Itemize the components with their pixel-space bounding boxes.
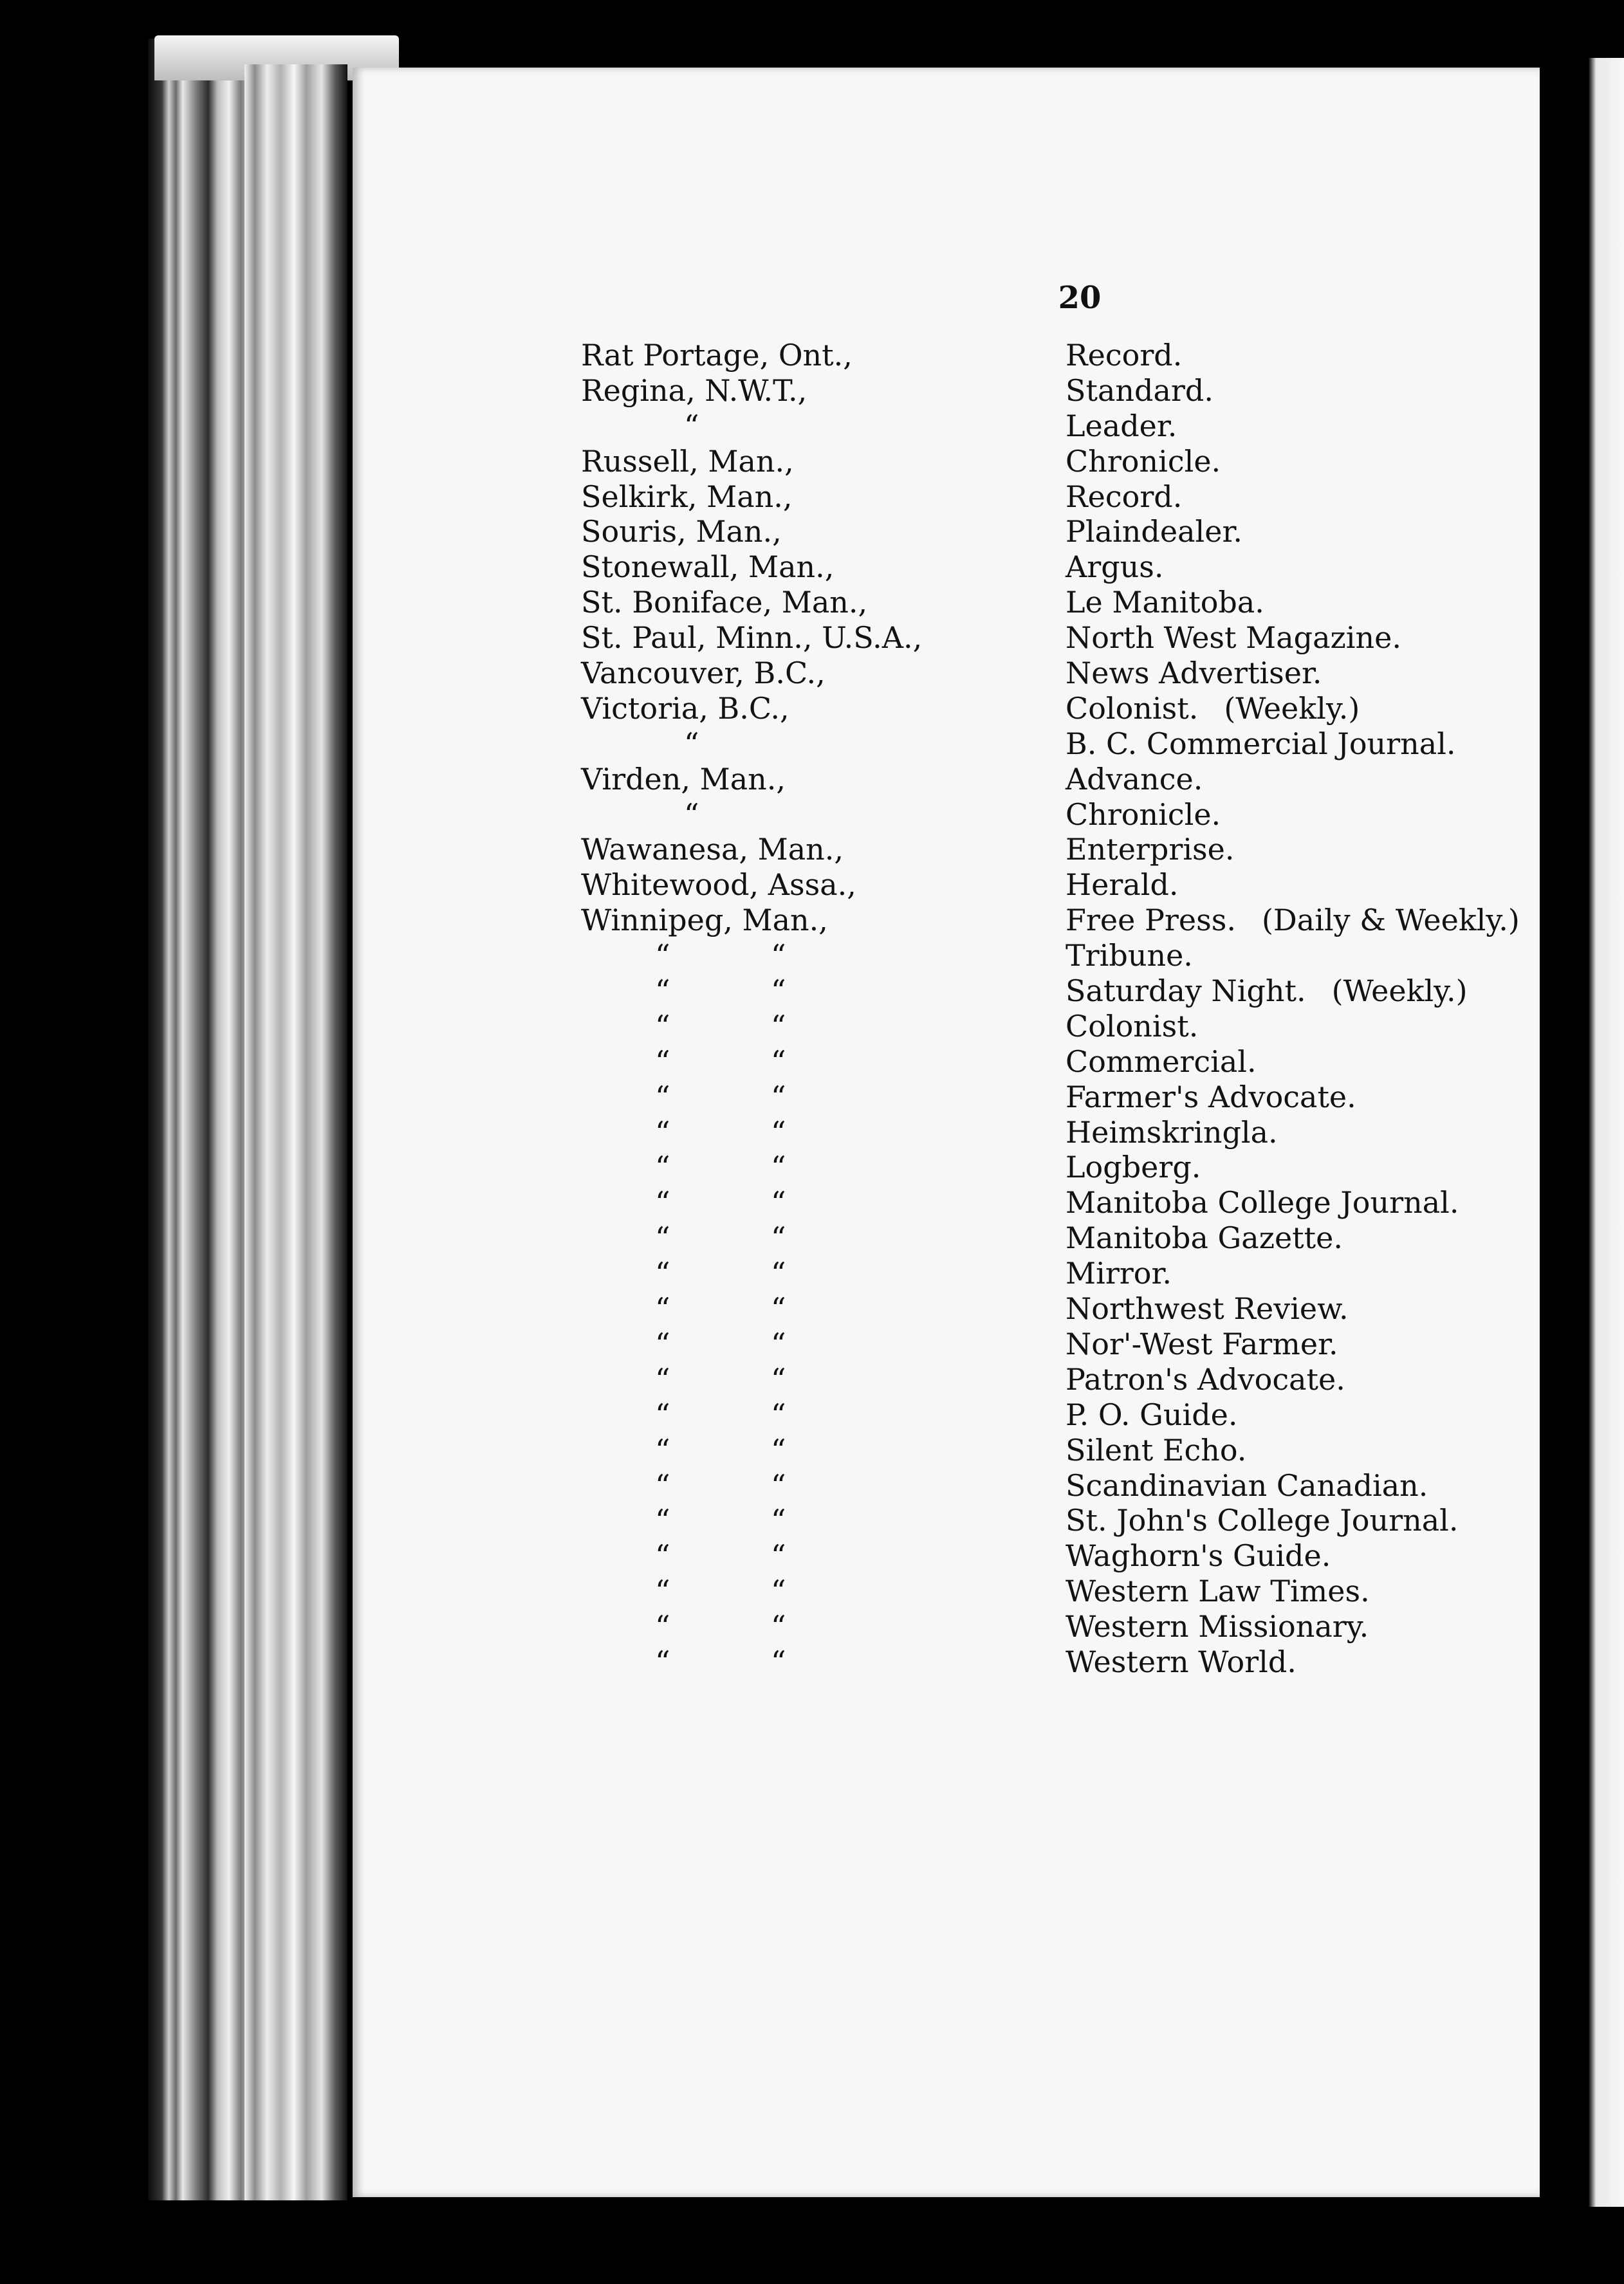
newspaper-title-text: Record. — [1066, 479, 1183, 514]
listing-row — [353, 620, 1540, 656]
newspaper-title — [1066, 1609, 1369, 1644]
listing-row — [353, 1256, 1540, 1291]
place-name: “ “ — [655, 938, 786, 973]
newspaper-title-text: B. C. Commercial Journal. — [1066, 726, 1456, 761]
newspaper-title — [1066, 444, 1221, 479]
newspaper-title-text: Standard. — [1066, 373, 1213, 408]
listing-row — [353, 1397, 1540, 1433]
newspaper-title-text: P. O. Guide. — [1066, 1397, 1238, 1432]
newspaper-title-text: Manitoba College Journal. — [1066, 1185, 1459, 1220]
listing-row — [353, 1644, 1540, 1680]
newspaper-title — [1066, 762, 1203, 797]
newspaper-listing — [353, 338, 1540, 1680]
listing-row — [353, 903, 1540, 938]
place-name: “ — [684, 408, 699, 443]
newspaper-title-text: Scandinavian Canadian. — [1066, 1468, 1428, 1503]
place-name: Rat Portage, Ont., — [581, 338, 853, 373]
place-name: Whitewood, Assa., — [581, 867, 856, 903]
place-name: “ “ — [655, 1432, 786, 1468]
place-name: Russell, Man., — [581, 443, 794, 479]
listing-row — [353, 1503, 1540, 1538]
listing-row — [353, 1327, 1540, 1362]
place-name: “ “ — [655, 1256, 786, 1291]
newspaper-title — [1066, 1503, 1458, 1538]
place-name: “ — [684, 726, 699, 761]
newspaper-title — [1066, 1327, 1338, 1362]
listing-row — [353, 514, 1540, 549]
listing-row — [353, 1574, 1540, 1609]
listing-row — [353, 1115, 1540, 1150]
place-name: Victoria, B.C., — [581, 690, 789, 726]
newspaper-title — [1066, 1644, 1296, 1680]
newspaper-title — [1066, 867, 1179, 903]
newspaper-title-text: Chronicle. — [1066, 443, 1221, 479]
listing-row — [353, 1468, 1540, 1504]
newspaper-title-text: Plaindealer. — [1066, 514, 1243, 549]
newspaper-title — [1066, 1150, 1201, 1185]
place-name: “ “ — [655, 1574, 786, 1609]
listing-row — [353, 938, 1540, 973]
newspaper-title — [1066, 1468, 1428, 1504]
listing-row — [353, 409, 1540, 444]
frequency-note: (Daily & Weekly.) — [1261, 903, 1520, 938]
place-name: “ “ — [655, 1114, 786, 1150]
newspaper-title-text: Northwest Review. — [1066, 1291, 1349, 1327]
newspaper-title-text: Mirror. — [1066, 1256, 1172, 1291]
listing-row — [353, 1044, 1540, 1080]
newspaper-title-text: Logberg. — [1066, 1150, 1201, 1185]
place-name: Wawanesa, Man., — [581, 832, 844, 867]
newspaper-title — [1066, 620, 1401, 656]
newspaper-title-text: Manitoba Gazette. — [1066, 1220, 1343, 1256]
newspaper-title-text: Leader. — [1066, 408, 1177, 443]
newspaper-title-text: Colonist. — [1066, 690, 1199, 726]
place-name: “ “ — [655, 1644, 786, 1679]
newspaper-title — [1066, 1291, 1349, 1327]
newspaper-title — [1066, 1044, 1257, 1080]
newspaper-title-text: St. John's College Journal. — [1066, 1503, 1459, 1538]
place-name: “ “ — [655, 1150, 786, 1185]
newspaper-title-text: Heimskringla. — [1066, 1114, 1278, 1150]
newspaper-title — [1066, 1433, 1246, 1468]
page-number: 20 — [1058, 280, 1102, 316]
newspaper-title — [1066, 832, 1235, 867]
newspaper-title-text: North West Magazine. — [1066, 620, 1401, 656]
newspaper-title — [1066, 373, 1213, 409]
newspaper-title-text: Chronicle. — [1066, 797, 1221, 832]
newspaper-title-text: Tribune. — [1066, 938, 1193, 973]
listing-row — [353, 1185, 1540, 1220]
listing-row — [353, 585, 1540, 620]
listing-row — [353, 797, 1540, 833]
listing-row — [353, 373, 1540, 409]
newspaper-title — [1066, 1362, 1345, 1397]
place-name: “ “ — [655, 1397, 786, 1432]
frequency-note: (Weekly.) — [1224, 690, 1360, 726]
place-name: “ “ — [655, 1538, 786, 1574]
newspaper-title-text: Western Law Times. — [1066, 1574, 1370, 1609]
newspaper-title — [1066, 1574, 1370, 1609]
newspaper-title — [1066, 1220, 1343, 1256]
place-name: “ “ — [655, 1008, 786, 1044]
newspaper-title — [1066, 1080, 1356, 1115]
listing-row — [353, 1433, 1540, 1468]
place-name: “ “ — [655, 973, 786, 1009]
listing-row — [353, 444, 1540, 479]
newspaper-title — [1066, 338, 1182, 373]
newspaper-title — [1066, 514, 1242, 549]
facing-page-edge — [1573, 58, 1624, 2207]
listing-row — [353, 1220, 1540, 1256]
newspaper-title — [1066, 479, 1182, 515]
place-name: “ “ — [655, 1468, 786, 1503]
listing-row — [353, 338, 1540, 373]
place-name: St. Paul, Minn., U.S.A., — [581, 620, 923, 656]
listing-row — [353, 726, 1540, 762]
listing-row — [353, 1150, 1540, 1185]
newspaper-title-text: Commercial. — [1066, 1044, 1257, 1079]
listing-row — [353, 973, 1540, 1009]
newspaper-title — [1066, 1185, 1459, 1220]
place-name: “ — [684, 797, 699, 832]
listing-row — [353, 479, 1540, 515]
newspaper-title-text: Patron's Advocate. — [1066, 1361, 1345, 1397]
newspaper-title — [1066, 1397, 1238, 1433]
place-name: “ “ — [655, 1609, 786, 1644]
newspaper-title — [1066, 726, 1456, 762]
frequency-note: (Weekly.) — [1331, 973, 1468, 1009]
newspaper-title-text: Record. — [1066, 338, 1183, 373]
listing-row — [353, 549, 1540, 585]
place-name: Winnipeg, Man., — [581, 903, 828, 938]
place-name: Selkirk, Man., — [581, 479, 793, 514]
listing-row — [353, 1291, 1540, 1327]
newspaper-title — [1066, 1009, 1198, 1044]
newspaper-title-text: Silent Echo. — [1066, 1432, 1247, 1468]
place-name: “ “ — [655, 1361, 786, 1397]
place-name: St. Boniface, Man., — [581, 585, 868, 620]
place-name: “ “ — [655, 1079, 786, 1114]
place-name: “ “ — [655, 1220, 786, 1256]
newspaper-title — [1066, 903, 1520, 938]
newspaper-title-text: Western Missionary. — [1066, 1609, 1369, 1644]
newspaper-title-text: Le Manitoba. — [1066, 585, 1264, 620]
newspaper-title-text: Colonist. — [1066, 1008, 1199, 1044]
place-name: “ “ — [655, 1044, 786, 1079]
newspaper-title-text: Argus. — [1066, 549, 1164, 585]
newspaper-title-text: Nor'-West Farmer. — [1066, 1326, 1338, 1361]
book-edge-inner — [245, 64, 347, 2200]
listing-row — [353, 1009, 1540, 1044]
listing-row — [353, 1362, 1540, 1397]
newspaper-title-text: Waghorn's Guide. — [1066, 1538, 1331, 1574]
newspaper-title — [1066, 691, 1360, 726]
place-name: “ “ — [655, 1326, 786, 1361]
place-name: Virden, Man., — [581, 761, 786, 797]
listing-row — [353, 762, 1540, 797]
listing-row — [353, 1538, 1540, 1574]
newspaper-title — [1066, 973, 1468, 1009]
place-name: Vancouver, B.C., — [581, 656, 826, 691]
newspaper-title — [1066, 549, 1164, 585]
newspaper-title — [1066, 938, 1193, 973]
listing-row — [353, 1080, 1540, 1115]
newspaper-title-text: Enterprise. — [1066, 832, 1235, 867]
place-name: “ “ — [655, 1291, 786, 1327]
newspaper-title-text: Herald. — [1066, 867, 1179, 903]
newspaper-title-text: Farmer's Advocate. — [1066, 1079, 1356, 1114]
listing-row — [353, 656, 1540, 691]
listing-row — [353, 1609, 1540, 1644]
newspaper-title-text: Advance. — [1066, 761, 1203, 797]
place-name: Souris, Man., — [581, 514, 782, 549]
newspaper-title — [1066, 1115, 1278, 1150]
book-page — [353, 68, 1540, 2197]
newspaper-title — [1066, 409, 1177, 444]
place-name: Stonewall, Man., — [581, 549, 835, 585]
listing-row — [353, 832, 1540, 867]
newspaper-title-text: Free Press. — [1066, 903, 1236, 938]
newspaper-title — [1066, 797, 1221, 833]
newspaper-title — [1066, 585, 1264, 620]
newspaper-title — [1066, 1256, 1172, 1291]
newspaper-title-text: Saturday Night. — [1066, 973, 1306, 1009]
place-name: “ “ — [655, 1185, 786, 1220]
newspaper-title-text: News Advertiser. — [1066, 656, 1322, 691]
place-name: Regina, N.W.T., — [581, 373, 807, 408]
listing-row — [353, 691, 1540, 726]
listing-row — [353, 867, 1540, 903]
place-name: “ “ — [655, 1503, 786, 1538]
newspaper-title-text: Western World. — [1066, 1644, 1296, 1679]
newspaper-title — [1066, 656, 1322, 691]
newspaper-title — [1066, 1538, 1331, 1574]
